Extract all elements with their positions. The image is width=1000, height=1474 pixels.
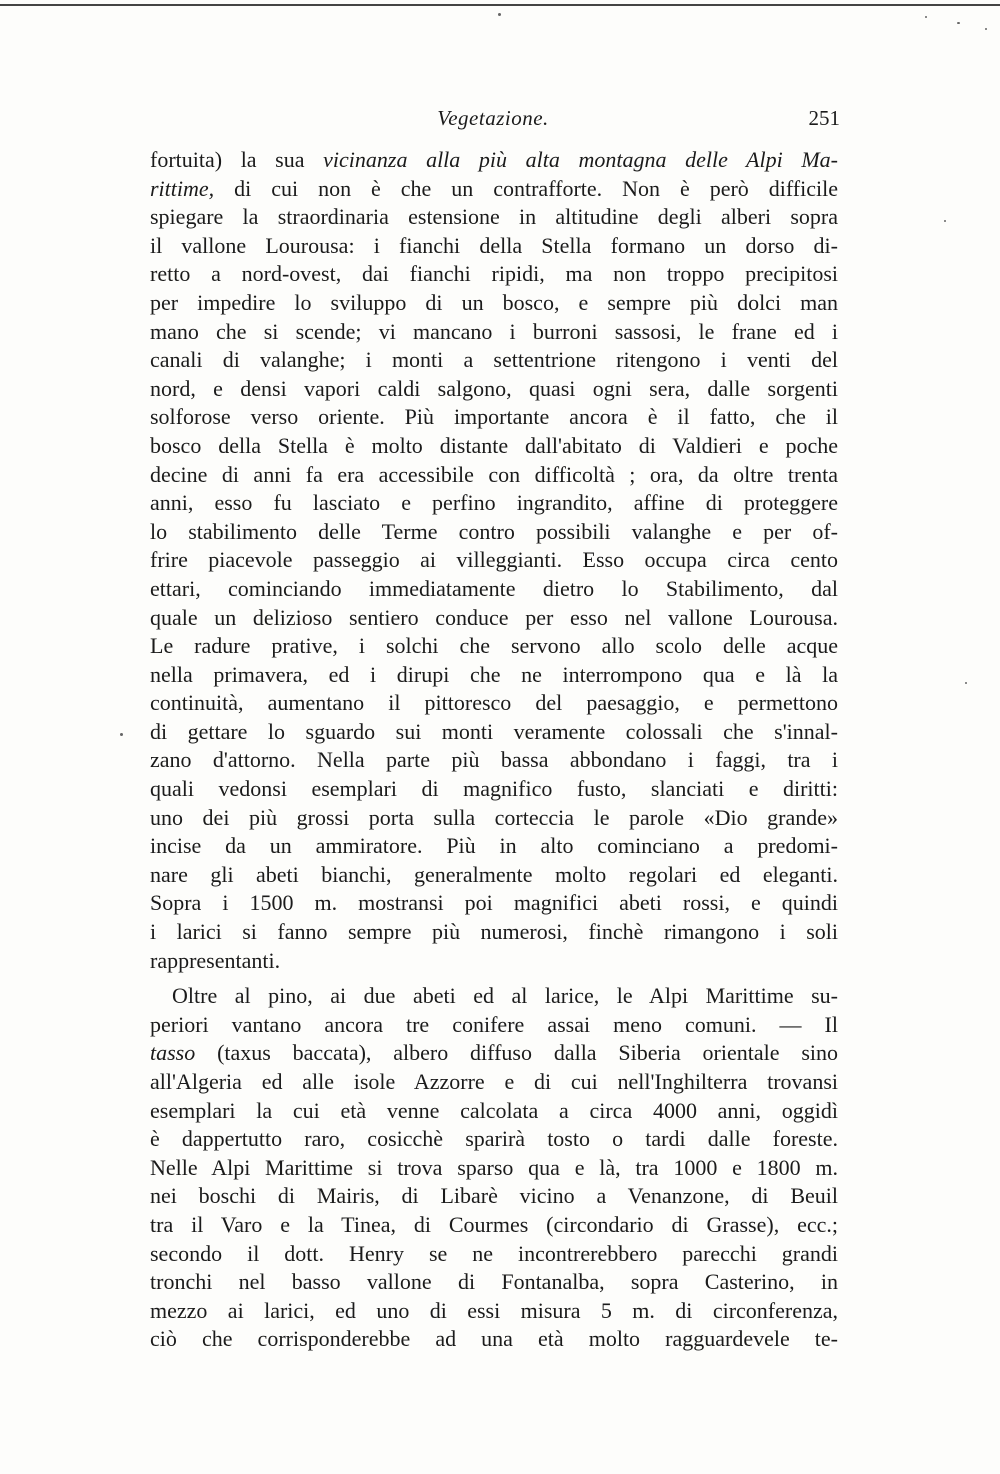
text-line: nei boschi di Mairis, di Libarè vicino a Venanzone, di Beuil <box>150 1183 838 1209</box>
text-line: quali vedonsi esemplari di magnifico fusto, slanciati e diritti: <box>150 776 838 802</box>
scan-speck <box>965 682 967 684</box>
text-line: mano che si scende; vi mancano i burroni sassosi, le frane ed i <box>150 318 838 344</box>
text-line: solforose verso oriente. Più importante ancora è il fatto, che il <box>150 404 838 430</box>
text-line: retto a nord-ovest, dai fianchi ripidi, ma non troppo precipitosi <box>150 261 838 287</box>
text-line: anni, esso fu lasciato e perfino ingrandito, affine di proteggere <box>150 490 838 516</box>
text-line: Nelle Alpi Marittime si trova sparso qua e là, tra 1000 e 1800 m. <box>150 1154 838 1180</box>
text-line: canali di valanghe; i monti a settentrione ritengono i venti del <box>150 347 838 373</box>
text-line: nella primavera, ed i dirupi che ne interrompono qua e là la <box>150 661 838 687</box>
text-line: tra il Varo e la Tinea, di Courmes (circondario di Grasse), ecc.; <box>150 1211 838 1237</box>
text-line: spiegare la straordinaria estensione in altitudine degli alberi sopra <box>150 204 838 230</box>
scan-speck <box>120 733 123 736</box>
text-line: Le radure prative, i solchi che servono allo scolo delle acque <box>150 633 838 659</box>
text-line: il vallone Lourousa: i fianchi della Stella formano un dorso di- <box>150 232 838 258</box>
text-line: tasso (taxus baccata), albero diffuso dalla Siberia orientale sino <box>150 1040 838 1066</box>
text-line: per impedire lo sviluppo di un bosco, e sempre più dolci man <box>150 289 838 315</box>
text-line: bosco della Stella è molto distante dall'abitato di Valdieri e poche <box>150 432 838 458</box>
scan-speck <box>498 13 501 16</box>
text-line: di gettare lo sguardo sui monti veramente colossali che s'innal- <box>150 718 838 744</box>
text-line: decine di anni fa era accessibile con difficoltà ; ora, da oltre trenta <box>150 461 838 487</box>
text-line: è dappertutto raro, cosicchè sparirà tosto o tardi dalle foreste. <box>150 1126 838 1152</box>
text-line: esemplari la cui età venne calcolata a circa 4000 anni, oggidì <box>150 1097 838 1123</box>
text-line: nare gli abeti bianchi, generalmente molto regolari ed eleganti. <box>150 861 838 887</box>
scan-speck <box>985 28 987 30</box>
text-line: periori vantano ancora tre conifere assai meno comuni. — Il <box>150 1011 838 1037</box>
text-line: tronchi nel basso vallone di Fontanalba, sopra Casterino, in <box>150 1269 838 1295</box>
text-line: mezzo ai larici, ed uno di essi misura 5 m. di circonferenza, <box>150 1297 838 1323</box>
text-line: quale un delizioso sentiero conduce per esso nel vallone Lourousa. <box>150 604 838 630</box>
text-line: secondo il dott. Henry se ne incontrerebbero parecchi grandi <box>150 1240 838 1266</box>
scan-speck <box>957 22 960 24</box>
running-title: Vegetazione. <box>437 106 549 130</box>
text-line: continuità, aumentano il pittoresco del paesaggio, e permettono <box>150 690 838 716</box>
text-line: rappresentanti. <box>150 947 281 973</box>
text-line: zano d'attorno. Nella parte più bassa abbondano i faggi, tra i <box>150 747 838 773</box>
text-line: ciò che corrisponderebbe ad una età molto ragguardevele te- <box>150 1326 838 1352</box>
running-head <box>148 106 838 136</box>
text-line: nord, e densi vapori caldi salgono, quasi ogni sera, dalle sorgenti <box>150 375 838 401</box>
text-line: all'Algeria ed alle isole Azzorre e di cui nell'Inghilterra trovansi <box>150 1069 838 1094</box>
scan-speck <box>925 16 927 18</box>
text-line: Sopra i 1500 m. mostransi poi magnifici abeti rossi, e quindi <box>150 890 838 916</box>
text-line: ettari, cominciando immediatamente dietro lo Stabilimento, dal <box>150 575 838 601</box>
text-line: incise da un ammiratore. Più in alto cominciano a predomi- <box>150 833 838 859</box>
text-line: rittime, di cui non è che un contrafforte. Non è però difficile <box>150 175 838 201</box>
text-line: uno dei più grossi porta sulla corteccia le parole «Dio grande» <box>150 804 838 830</box>
body-text <box>150 146 838 1354</box>
top-edge-rule <box>0 4 1000 6</box>
text-line: fortuita) la sua vicinanza alla più alta montagna delle Alpi Ma- <box>150 147 838 172</box>
page-number: 251 <box>808 106 840 130</box>
scan-speck <box>944 220 946 222</box>
text-line: i larici si fanno sempre più numerosi, finchè rimangono i soli <box>150 919 838 945</box>
paragraph-first-line: Oltre al pino, ai due abeti ed al larice, le Alpi Marittime su- <box>172 983 838 1009</box>
text-line: frire piacevole passeggio ai villeggianti. Esso occupa circa cento <box>150 547 838 573</box>
text-line: lo stabilimento delle Terme contro possibili valanghe e per of- <box>150 518 838 544</box>
